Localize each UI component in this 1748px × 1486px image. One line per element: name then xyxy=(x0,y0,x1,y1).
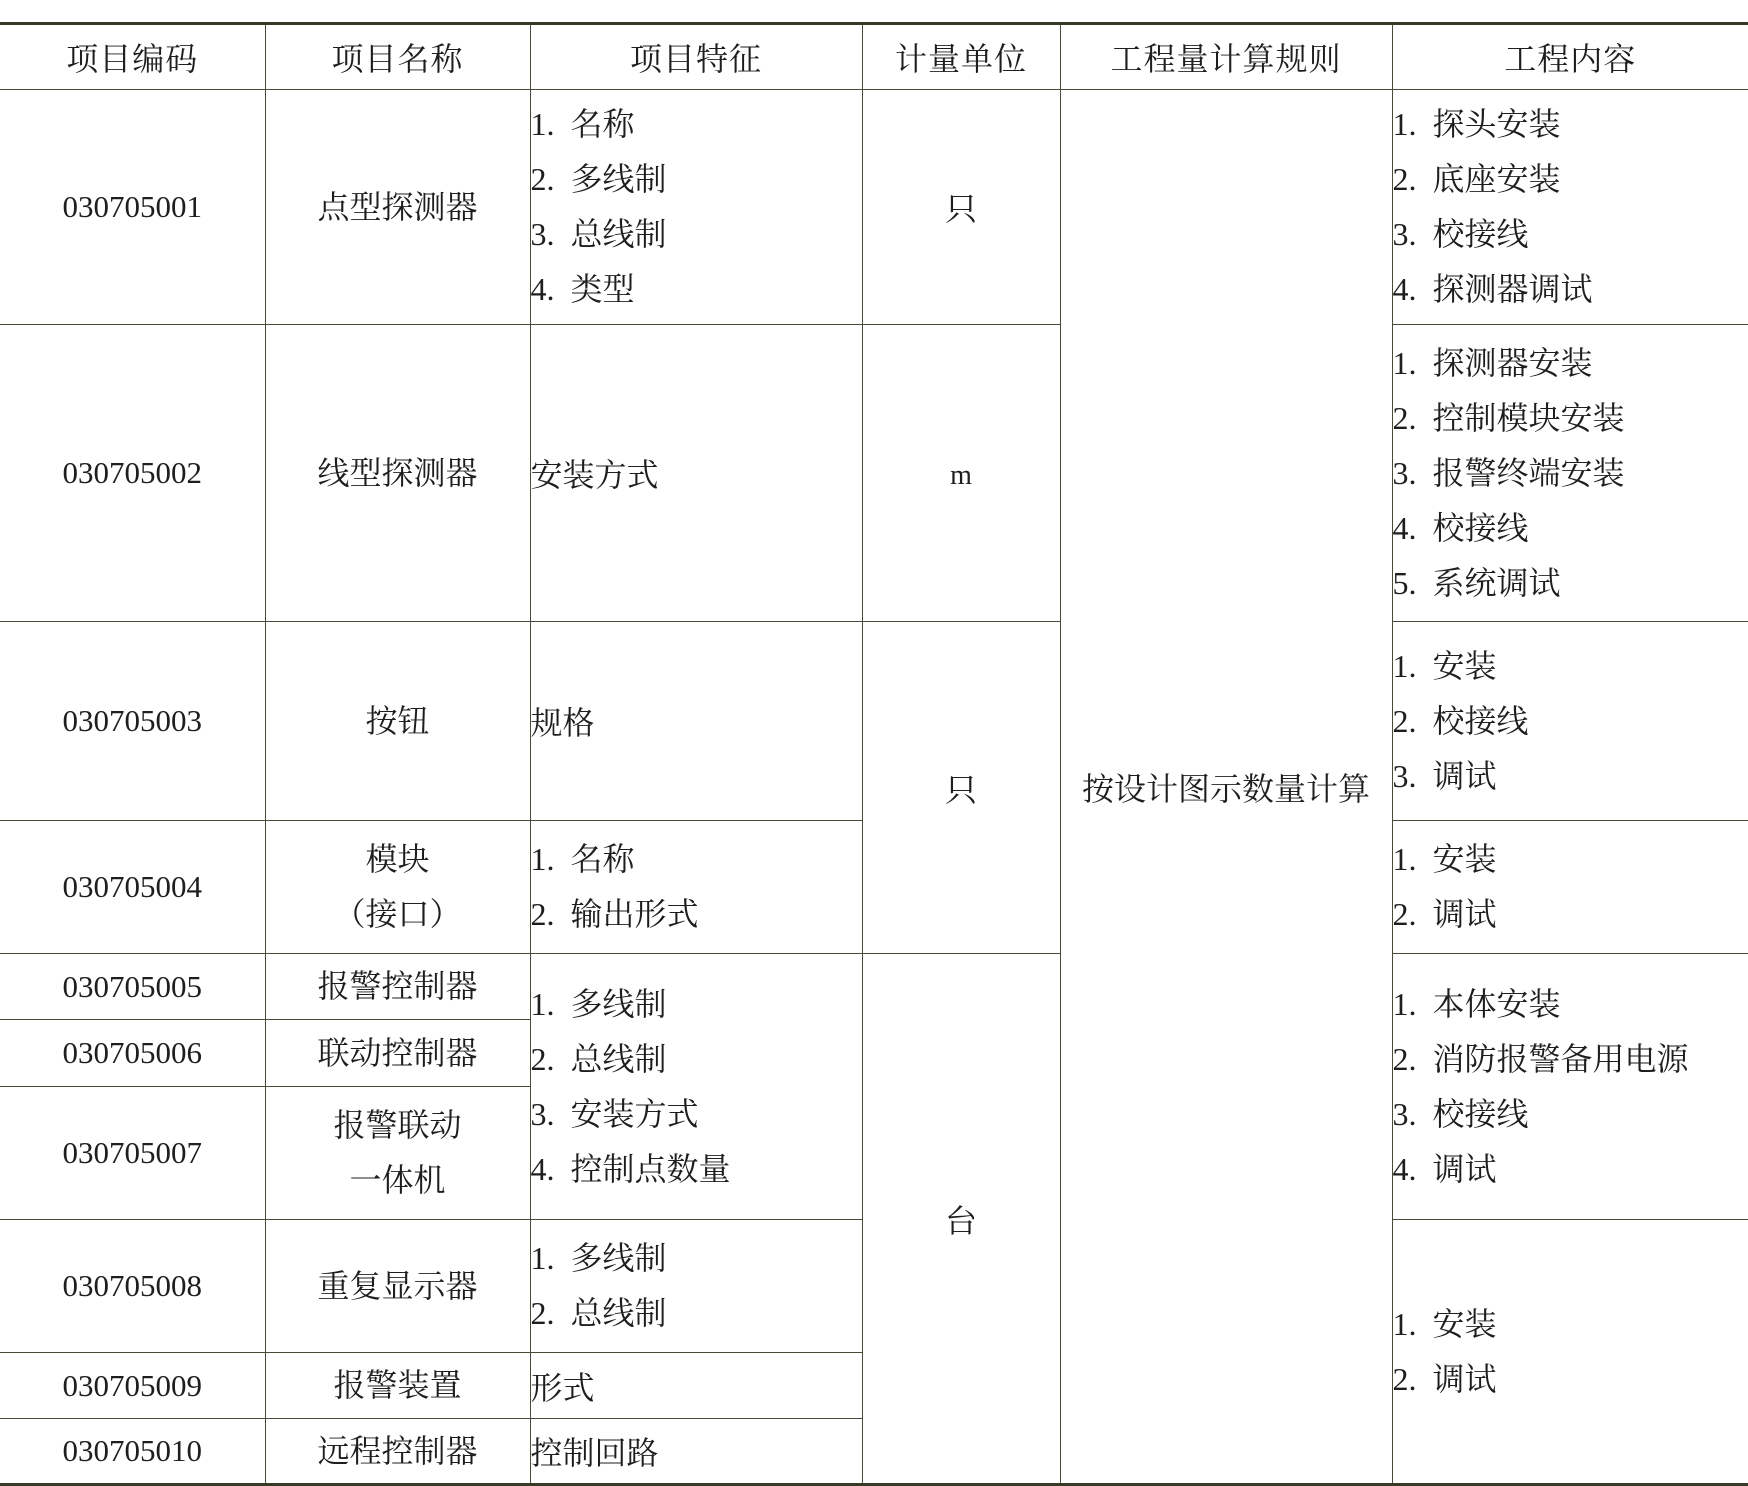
item-features: 规格 xyxy=(530,622,862,821)
item-name: 报警联动 一体机 xyxy=(265,1087,530,1220)
table-row xyxy=(0,325,1748,622)
work-content: 1. 安装 2. 调试 xyxy=(1392,821,1748,954)
unit-cell: 台 xyxy=(862,954,1060,1485)
calculation-rule: 按设计图示数量计算 xyxy=(1060,90,1392,1485)
item-name: 报警装置 xyxy=(265,1353,530,1419)
item-code: 030705003 xyxy=(0,622,265,821)
item-code: 030705009 xyxy=(0,1353,265,1419)
item-code: 030705007 xyxy=(0,1087,265,1220)
item-code: 030705010 xyxy=(0,1419,265,1485)
item-name: 模块 （接口） xyxy=(265,821,530,954)
table-row xyxy=(0,90,1748,325)
item-name: 线型探测器 xyxy=(265,325,530,622)
work-content: 1. 探头安装 2. 底座安装 3. 校接线 4. 探测器调试 xyxy=(1392,90,1748,325)
item-name: 点型探测器 xyxy=(265,90,530,325)
item-name: 联动控制器 xyxy=(265,1020,530,1087)
unit-cell: 只 xyxy=(862,90,1060,325)
item-features: 1. 名称 2. 多线制 3. 总线制 4. 类型 xyxy=(530,90,862,325)
table-row xyxy=(0,954,1748,1020)
item-name: 远程控制器 xyxy=(265,1419,530,1485)
item-features: 1. 名称 2. 输出形式 xyxy=(530,821,862,954)
item-code: 030705001 xyxy=(0,90,265,325)
item-features: 控制回路 xyxy=(530,1419,862,1485)
header-unit: 计量单位 xyxy=(862,24,1060,90)
header-features: 项目特征 xyxy=(530,24,862,90)
item-code: 030705005 xyxy=(0,954,265,1020)
item-code: 030705006 xyxy=(0,1020,265,1087)
item-name: 报警控制器 xyxy=(265,954,530,1020)
header-content: 工程内容 xyxy=(1392,24,1748,90)
item-features: 安装方式 xyxy=(530,325,862,622)
table-title-cropped xyxy=(0,0,1748,12)
work-content: 1. 安装 2. 校接线 3. 调试 xyxy=(1392,622,1748,821)
header-row xyxy=(0,24,1748,90)
item-code: 030705008 xyxy=(0,1220,265,1353)
header-code: 项目编码 xyxy=(0,24,265,90)
item-name: 按钮 xyxy=(265,622,530,821)
work-content: 1. 探测器安装 2. 控制模块安装 3. 报警终端安装 4. 校接线 5. 系统调试 xyxy=(1392,325,1748,622)
table-row xyxy=(0,622,1748,821)
unit-cell: m xyxy=(862,325,1060,622)
item-name: 重复显示器 xyxy=(265,1220,530,1353)
header-name: 项目名称 xyxy=(265,24,530,90)
item-code: 030705004 xyxy=(0,821,265,954)
work-content: 1. 安装 2. 调试 xyxy=(1392,1220,1748,1485)
item-features: 形式 xyxy=(530,1353,862,1419)
item-features: 1. 多线制 2. 总线制 3. 安装方式 4. 控制点数量 xyxy=(530,954,862,1220)
item-code: 030705002 xyxy=(0,325,265,622)
unit-cell: 只 xyxy=(862,622,1060,954)
work-content: 1. 本体安装 2. 消防报警备用电源 3. 校接线 4. 调试 xyxy=(1392,954,1748,1220)
header-rule: 工程量计算规则 xyxy=(1060,24,1392,90)
bill-of-quantities-table xyxy=(0,22,1748,1486)
item-features: 1. 多线制 2. 总线制 xyxy=(530,1220,862,1353)
